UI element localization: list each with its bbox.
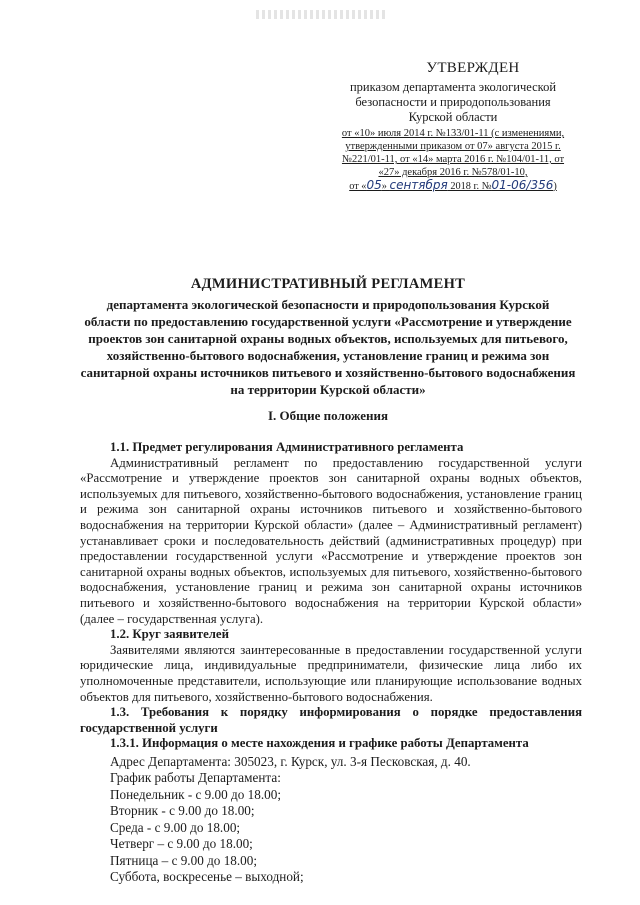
paragraph-heading-1-1: 1.1. Предмет регулирования Административного регламента (110, 440, 464, 454)
amendment-line-3: №221/01-11, от «14» марта 2016 г. №104/01-11, от (341, 154, 565, 165)
schedule-title: График работы Департамента: (110, 770, 281, 786)
schedule-item: Суббота, воскресенье – выходной; (110, 869, 304, 885)
schedule-item: Вторник - с 9.00 до 18.00; (110, 803, 255, 819)
approval-line-2: безопасности и природопользования (355, 95, 551, 109)
approval-title: УТВЕРЖДЕН (426, 60, 520, 76)
approval-line-1: приказом департамента экологической (349, 80, 557, 94)
section-heading: I. Общие положения (268, 408, 388, 423)
amendment-line-1: от «10» июля 2014 г. №133/01-11 (с изменениями, (341, 128, 565, 139)
subtitle-line: санитарной охраны источников питьевого и хозяйственно-бытового водоснабжения (80, 365, 576, 380)
amendment-5-prefix: от « (349, 181, 367, 192)
paragraph-1-1-text: Административный регламент по предоставлению государственной услуги «Рассмотрение и утверждение проектов зон санитарной охраны водных объектов, используемых для питьевого, хозяйственно-бытового водоснабжения, установление границ и режима зон санитарной охраны источников питьевого и хозяйственно-бытового водоснабжения на территории Курской области» (далее – Административный регламент) устанавливает сроки и последовательность действий (административных процедур) при предоставлении государственной услуги «Рассмотрение и утверждение проектов зон санитарной охраны водных объектов, используемых для питьевого, хозяйственно-бытового водоснабжения, установление границ и режима зон санитарной охраны источников питьевого и хозяйственно-бытового водоснабжения на территории Курской области» (далее – государственная услуга). (80, 455, 582, 626)
subtitle-line: департамента экологической безопасности и природопользования Курской (106, 297, 550, 312)
amendment-line-2: утвержденными приказом от 07» августа 2015 г. (345, 141, 561, 152)
approval-block (318, 60, 588, 193)
department-address: Адрес Департамента: 305023, г. Курск, ул. 3-я Песковская, д. 40. (110, 753, 471, 769)
amendment-line-5 (318, 179, 588, 193)
amendment-5-mid: » (381, 181, 390, 192)
approval-line-3: Курской области (408, 110, 498, 124)
amendment-5-year: 2018 г. № (447, 181, 492, 192)
amendment-5-suffix: ) (553, 181, 557, 192)
title-block (76, 276, 580, 398)
schedule-item: Пятница – с 9.00 до 18.00; (110, 852, 258, 868)
paragraph-heading-1-3: 1.3. Требования к порядку информирования о порядке предоставления государственной услуги (80, 705, 582, 735)
schedule-item: Среда - с 9.00 до 18.00; (110, 819, 241, 835)
schedule-item: Понедельник - с 9.00 до 18.00; (110, 786, 281, 802)
schedule-item: Четверг – с 9.00 до 18.00; (110, 836, 253, 852)
subtitle-line: проектов зон санитарной охраны водных объектов, используемых для питьевого, (88, 331, 568, 346)
amendment-line-4: «27» декабря 2016 г. №578/01-10, (378, 167, 528, 178)
handwritten-month: сентября (389, 178, 448, 192)
paragraph-heading-1-3-1: 1.3.1. Информация о месте нахождения и графике работы Департамента (110, 736, 529, 751)
subtitle-line: области по предоставлению государственной услуги «Рассмотрение и утверждение (84, 314, 572, 329)
subtitle-line: хозяйственно-бытового водоснабжения, установление границ и режима зон (106, 348, 550, 363)
document-title: АДМИНИСТРАТИВНЫЙ РЕГЛАМЕНТ (190, 276, 466, 292)
document-body (80, 440, 582, 886)
paragraph-1-2-text: Заявителями являются заинтересованные в предоставлении государственной услуги юридические лица, индивидуальные предприниматели, физические лица либо их уполномоченные представители, использующие или планирующие использование водных объектов для питьевого, хозяйственно-бытового водоснабжения. (80, 642, 582, 704)
handwritten-number: 01-06/356 (491, 178, 554, 192)
subtitle-line: на территории Курской области» (230, 382, 426, 397)
handwritten-day: 05 (366, 178, 382, 192)
paragraph-heading-1-2: 1.2. Круг заявителей (110, 627, 229, 642)
scan-smudge (256, 10, 386, 19)
